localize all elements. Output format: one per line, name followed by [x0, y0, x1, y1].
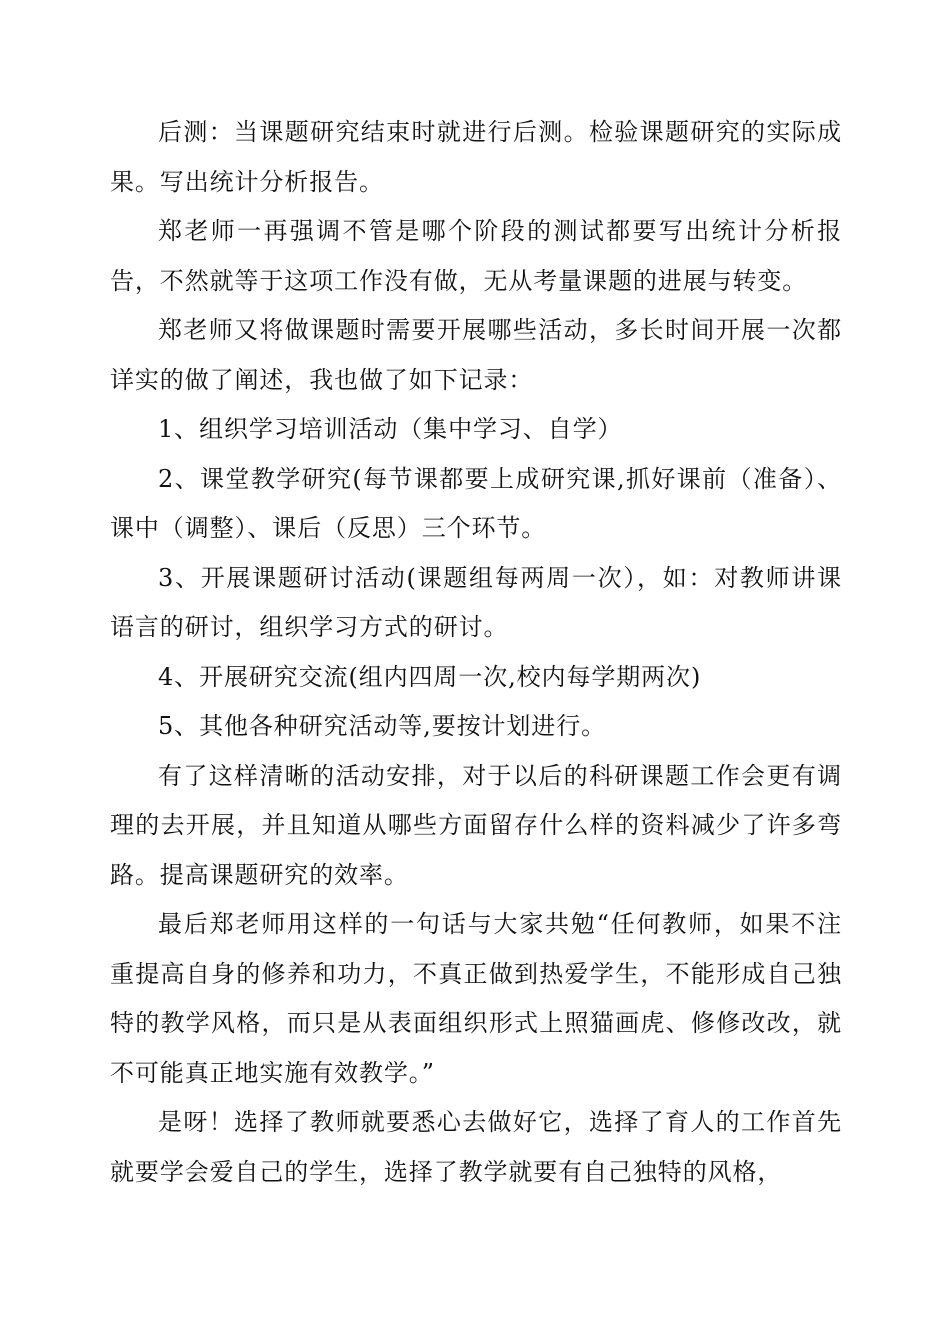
- paragraph-quote: 最后郑老师用这样的一句话与大家共勉“任何教师，如果不注重提高自身的修养和功力，不真正做到热爱学生，不能形成自己独特的教学风格，而只是从表面组织形式上照猫画虎、修修改改，就不可能真正地实施有效教学。”: [110, 910, 842, 1087]
- list-item-5: 5、其他各种研究活动等,要按计划进行。: [158, 712, 606, 740]
- list-item-1: 1、组织学习培训活动（集中学习、自学）: [158, 415, 623, 443]
- list-item-4: 4、开展研究交流(组内四周一次,校内每学期两次): [158, 662, 702, 691]
- list-item-3: 3、开展课题研讨活动(课题组每两周一次），如：对教师讲课语言的研讨，组织学习方式的研讨。: [110, 563, 842, 641]
- paragraph-activities-intro: 郑老师又将做课题时需要开展哪些活动，多长时间开展一次都详实的做了阐述，我也做了如下记录：: [110, 316, 842, 394]
- paragraph-statistics-report: 郑老师一再强调不管是哪个阶段的测试都要写出统计分析报告，不然就等于这项工作没有做，无从考量课题的进展与转变。: [110, 217, 842, 295]
- paragraph-benefits: 有了这样清晰的活动安排，对于以后的科研课题工作会更有调理的去开展，并且知道从哪些方面留存什么样的资料减少了许多弯路。提高课题研究的效率。: [110, 761, 842, 889]
- document-body: [110, 108, 842, 1197]
- paragraph-conclusion: 是呀！选择了教师就要悉心去做好它，选择了育人的工作首先就要学会爱自己的学生，选择了教学就要有自己独特的风格，: [110, 1108, 842, 1186]
- paragraph-post-test: 后测：当课题研究结束时就进行后测。检验课题研究的实际成果。写出统计分析报告。: [110, 118, 842, 196]
- list-item-2: 2、课堂教学研究(每节课都要上成研究课,抓好课前（准备）、课中（调整）、课后（反思）三个环节。: [110, 464, 842, 542]
